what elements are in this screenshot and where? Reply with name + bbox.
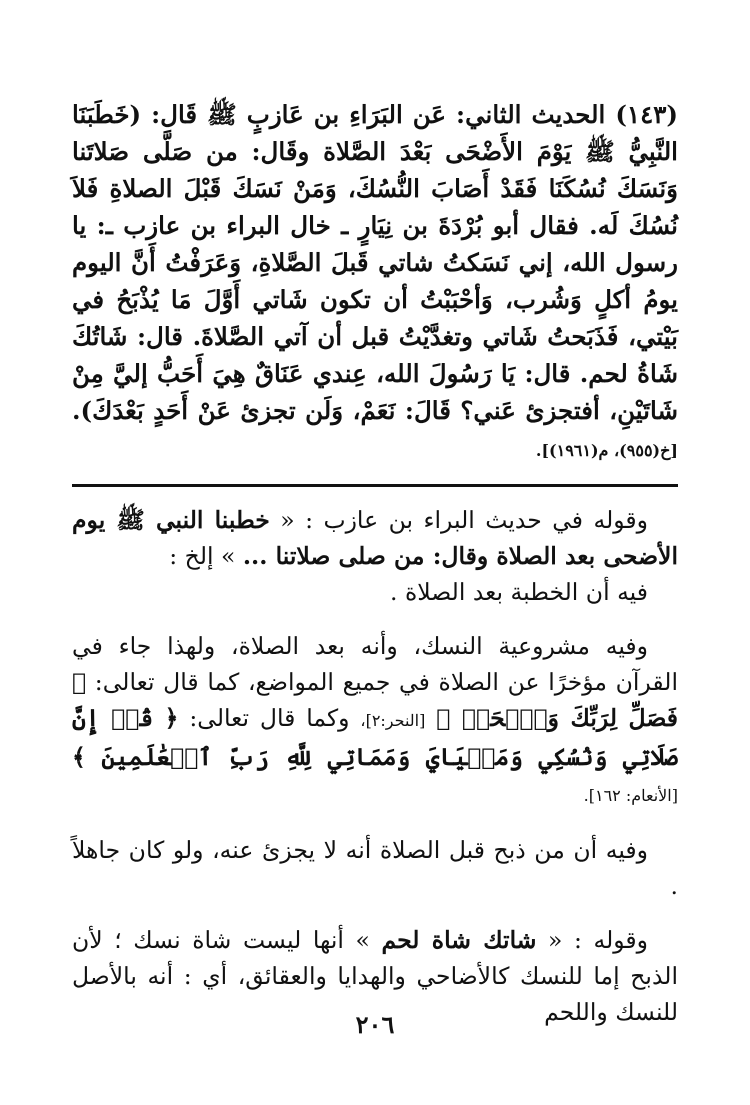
p3-text-b: وكما قال تعالى: <box>189 704 350 732</box>
commentary-paragraph-4 <box>72 832 678 904</box>
section-divider <box>72 484 678 487</box>
p4-text: وفيه أن من ذبح قبل الصلاة أنه لا يجزئ عنه، ولو كان جاهلاً . <box>72 836 678 900</box>
page-number: ٢٠٦ <box>355 1010 395 1039</box>
p1-end: » إلخ : <box>169 542 236 570</box>
quran-reference-1: [النحر:٢]، <box>360 711 426 730</box>
p5-quote: شاتك شاة لحم <box>381 926 537 954</box>
commentary-paragraph-2 <box>72 574 678 610</box>
commentary-paragraph-3 <box>72 628 678 814</box>
p1-quote: خطبنا النبي ﷺ يوم الأضحى بعد الصلاة وقال: من صلى صلاتنا ... <box>72 506 678 570</box>
quran-verse-2: ﴿ قُلۡ إِنَّ صَلَاتِي وَنُسُكِي وَمَحۡيَايَ وَمَمَاتِي لِلَّهِ رَبِّ ٱلۡعَٰلَمِينَ ﴾ <box>72 704 678 771</box>
p5-text-a: وقوله : « <box>548 926 648 954</box>
p2-text: فيه أن الخطبة بعد الصلاة . <box>390 578 648 606</box>
commentary-paragraph-1 <box>72 502 678 574</box>
hadith-reference: [خ(٩٥٥)، م(١٩٦١)]. <box>535 441 678 460</box>
p1-intro: وقوله في حديث البراء بن عازب : « <box>280 506 648 534</box>
commentary-block <box>72 502 678 1030</box>
quran-verse-1: ﴿ فَصَلِّ لِرَبِّكَ وَٱنۡحَرۡ ﴾ <box>72 668 678 732</box>
p3-text-a: وفيه مشروعية النسك، وأنه بعد الصلاة، ولهذا جاء في القرآن مؤخرًا عن الصلاة في جميع المواضع، كما قال تعالى: <box>72 632 678 696</box>
p5-text-b: » أنها ليست شاة نسك ؛ لأن الذبح إما للنسك كالأضاحي والهدايا والعقائق، أي : أنه بالأصل للنسك واللحم <box>72 926 678 1026</box>
quran-reference-2: [الأنعام: ١٦٢]. <box>583 786 678 805</box>
hadith-block <box>72 96 678 469</box>
hadith-text: (١٤٣) الحديث الثاني: عَن البَرَاءِ بن عَازبٍ ﷺ قَال: (خَطَبَنَا النَّبِيُّ ﷺ يَوْمَ الأَضْحَى بَعْدَ الصَّلاة وقَال: من صَلَّى صَلاتَنا وَنَسَكَ نُسُكَنَا فَقَدْ أَصَابَ النُّسُكَ، وَمَنْ نَسَكَ قَبْلَ الصلاةِ فَلاَ نُسُكَ لَه. فقال أبو بُرْدَةَ بن نِيَارٍ ـ خال البراء بن عازب ـ: يا رسول الله، إني نَسَكتُ شاتي قَبلَ الصَّلاةِ، وَعَرَفْتُ أَنَّ اليوم يومُ أكلٍ وَشُرب، وَأحْبَبْتُ أن تكون شَاتي أَوَّلَ مَا يُذْبَحُ في بَيْتي، فَذَبَحتُ شَاتي وتغدَّيْتُ قبل أن آتي الصَّلاةَ. قال: شَاتُكَ شَاةُ لحم. قال: يَا رَسُولَ الله، عِندي عَنَاقٌ هِيَ أَحَبُّ إليَّ مِنْ شَاتَيْنِ، أفتجزئ عَني؟ قَالَ: نَعَمْ، وَلَن تجزئ عَنْ أَحَدٍ بَعْدَكَ). <box>72 100 678 425</box>
